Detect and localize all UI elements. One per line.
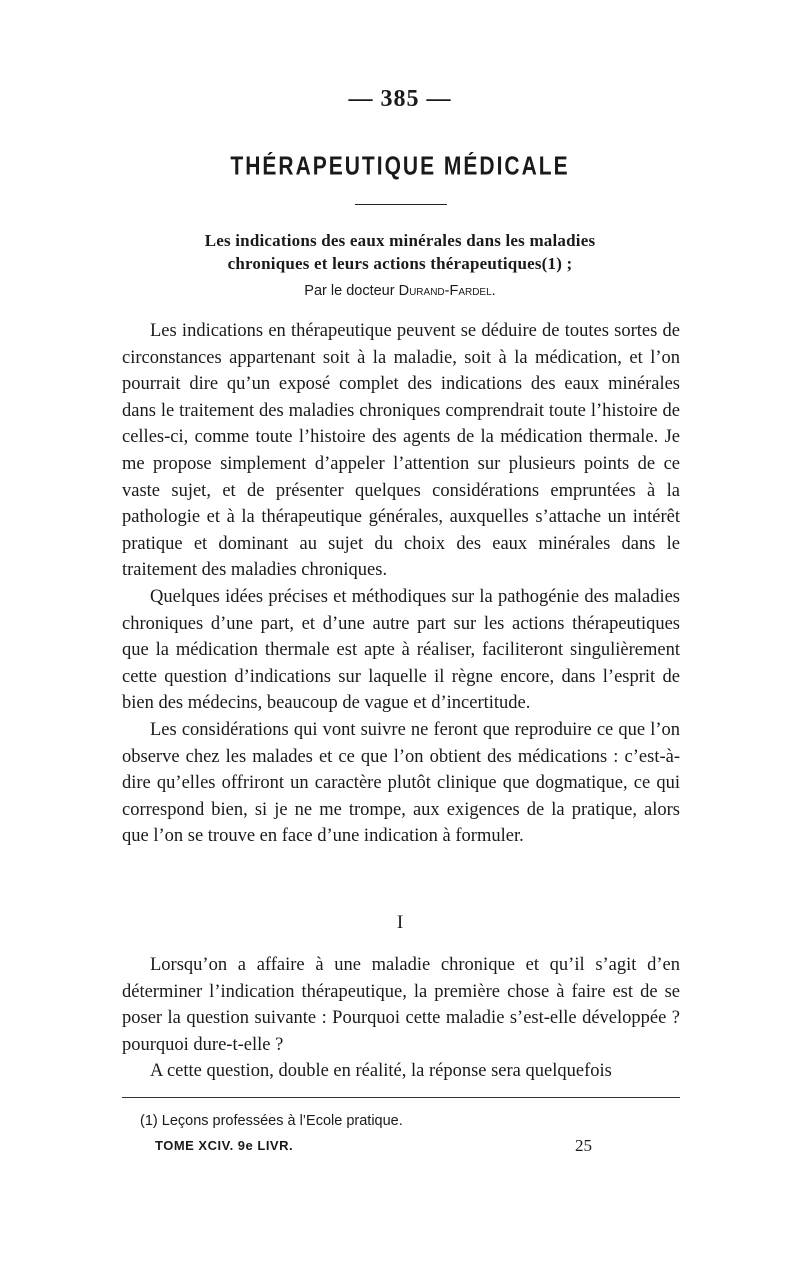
body-text-section-1 xyxy=(122,952,680,1085)
section-numeral: I xyxy=(396,912,404,933)
section-title: THÉRAPEUTIQUE MÉDICALE xyxy=(230,152,570,181)
article-title xyxy=(130,229,670,275)
article-title-line-2: chroniques et leurs actions thérapeutiques(1) ; xyxy=(227,254,573,273)
paragraph: Les considérations qui vont suivre ne feront que reproduire ce que l’on observe chez les malades et ce que l’on obtient des médications : c’est-à-dire qu’elles offriront un caractère plutôt clinique que dogmatique, ce qui correspond bien, si je ne me trompe, aux exigences de la pratique, alors que l’on se trouve en face d’une indication à formuler. xyxy=(122,719,680,847)
page-number: — 385 — xyxy=(348,86,452,112)
title-divider xyxy=(355,204,447,205)
footnote: (1) Leçons professées à l’Ecole pratique. xyxy=(140,1113,403,1129)
paragraph: Lorsqu’on a affaire à une maladie chronique et qu’il s’agit d’en déterminer l’indication thérapeutique, la première chose à faire est de se poser la question suivante : Pourquoi cette maladie s’est-elle développée ? pourquoi dure-t-elle ? xyxy=(122,955,680,1055)
sheet-number: 25 xyxy=(575,1136,592,1155)
byline xyxy=(0,283,800,299)
signature-line: TOME XCIV. 9e LIVR. xyxy=(155,1138,294,1153)
paragraph: A cette question, double en réalité, la réponse sera quelquefois xyxy=(150,1061,612,1082)
byline-author: Durand-Fardel. xyxy=(398,283,496,299)
paragraph: Les indications en thérapeutique peuvent se déduire de toutes sortes de circonstances appartenant soit à la maladie, soit à la médication, et l’on pourrait dire qu’un exposé complet des indications des eaux minérales dans le traitement des maladies chroniques comprendrait toute l’histoire de celles-ci, comme toute l’histoire des agents de la médication thermale. Je me propose simplement d’appeler l’attention sur plusieurs points de ce vaste sujet, et de présenter quelques considérations empruntées à la pathologie et à la thérapeutique générales, auxquelles s’attache un intérêt pratique et dominant au sujet du choix des eaux minérales dans le traitement des maladies chroniques. xyxy=(122,321,680,581)
paragraph: Quelques idées précises et méthodiques sur la pathogénie des maladies chroniques d’une part, et d’une autre part sur les actions thérapeutiques que la médication thermale est apte à réaliser, faciliteront singulièrement cette question d’indications sur laquelle il règne encore, dans l’esprit de bien des médecins, beaucoup de vague et d’incertitude. xyxy=(122,586,680,714)
article-title-line-1: Les indications des eaux minérales dans les maladies xyxy=(204,231,596,250)
body-text xyxy=(122,318,680,850)
byline-prefix: Par le docteur xyxy=(304,283,395,299)
footnote-divider xyxy=(122,1097,680,1098)
